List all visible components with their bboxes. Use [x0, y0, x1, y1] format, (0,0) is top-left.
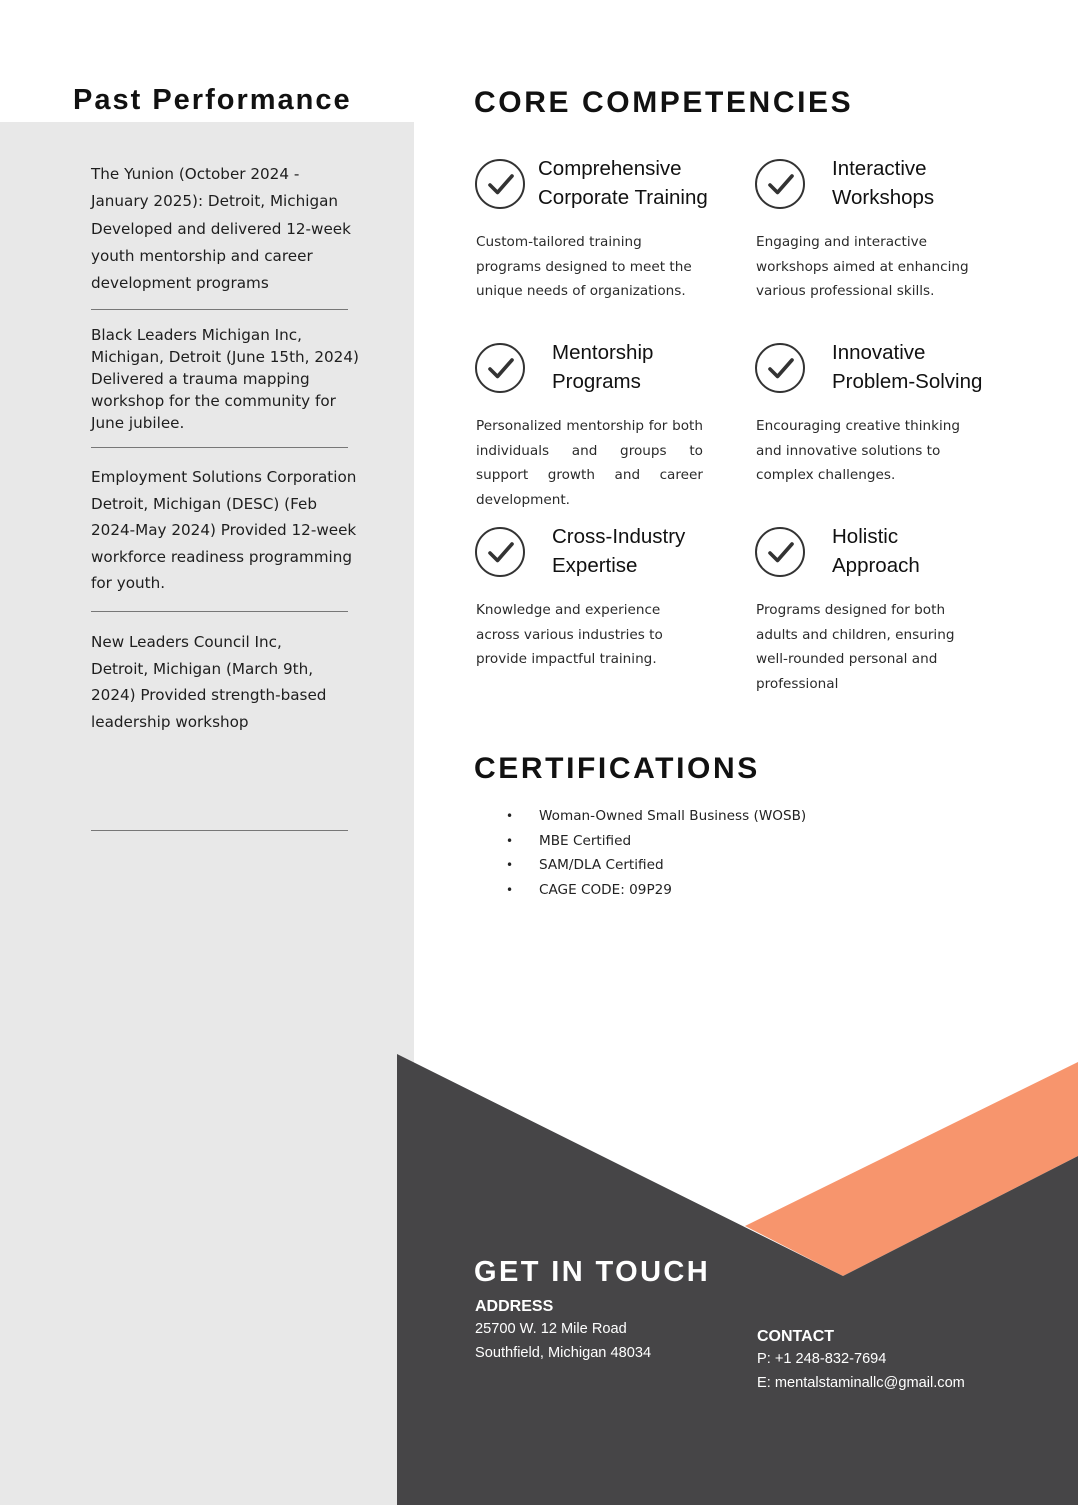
address-label: ADDRESS [475, 1298, 554, 1315]
performance-entry: Employment Solutions Corporation Detroit, Michigan (DESC) (Feb 2024-May 2024) Provided 12-week workforce readiness programming for youth. [91, 468, 357, 593]
competency-description: Custom-tailored training programs designed to meet the unique needs of organizations. [476, 234, 692, 300]
competency-description: Programs designed for both adults and children, ensuring well-rounded personal and professional [756, 602, 955, 693]
past-performance-title: Past Performance [73, 84, 352, 116]
core-competencies-title: CORE COMPETENCIES [474, 86, 854, 119]
competency-description: Engaging and interactive workshops aimed at enhancing various professional skills. [756, 234, 969, 300]
performance-entry: The Yunion (October 2024 - January 2025): Detroit, Michigan Developed and delivered 12-week youth mentorship and career development programs [91, 165, 351, 293]
phone-number: P: +1 248-832-7694 [757, 1351, 887, 1367]
competency-title: Cross-Industry Expertise [552, 525, 686, 577]
competency-description: Encouraging creative thinking and innovative solutions to complex challenges. [756, 418, 961, 484]
competency-title: Interactive Workshops [832, 157, 935, 209]
email-address: E: mentalstaminallc@gmail.com [757, 1375, 965, 1391]
list-item: • SAM/DLA Certified [506, 857, 664, 874]
get-in-touch-title: GET IN TOUCH [474, 1256, 711, 1288]
performance-entry: New Leaders Council Inc, Detroit, Michigan (March 9th, 2024) Provided strength-based leadership workshop [91, 633, 327, 731]
address-line: Southfield, Michigan 48034 [475, 1345, 652, 1361]
competency-title: Mentorship Programs [552, 341, 654, 393]
competency-title: Comprehensive Corporate Training [538, 157, 708, 209]
competency-title: Holistic Approach [832, 525, 920, 577]
certifications-title: CERTIFICATIONS [474, 752, 760, 785]
competency-description: Knowledge and experience across various industries to provide impactful training. [476, 602, 663, 668]
list-item: • MBE Certified [506, 832, 632, 849]
competency-title: Innovative Problem-Solving [832, 341, 983, 393]
list-item: • Woman-Owned Small Business (WOSB) [506, 808, 807, 824]
address-line: 25700 W. 12 Mile Road [475, 1321, 627, 1337]
performance-entry: Black Leaders Michigan Inc, Michigan, Detroit (June 15th, 2024) Delivered a trauma mapping workshop for the community for June jubilee. [91, 326, 359, 432]
competency-description: Personalized mentorship for both individuals and groups to support growth and career development. [476, 418, 703, 509]
list-item: • CAGE CODE: 09P29 [506, 881, 672, 898]
contact-label: CONTACT [757, 1328, 835, 1345]
